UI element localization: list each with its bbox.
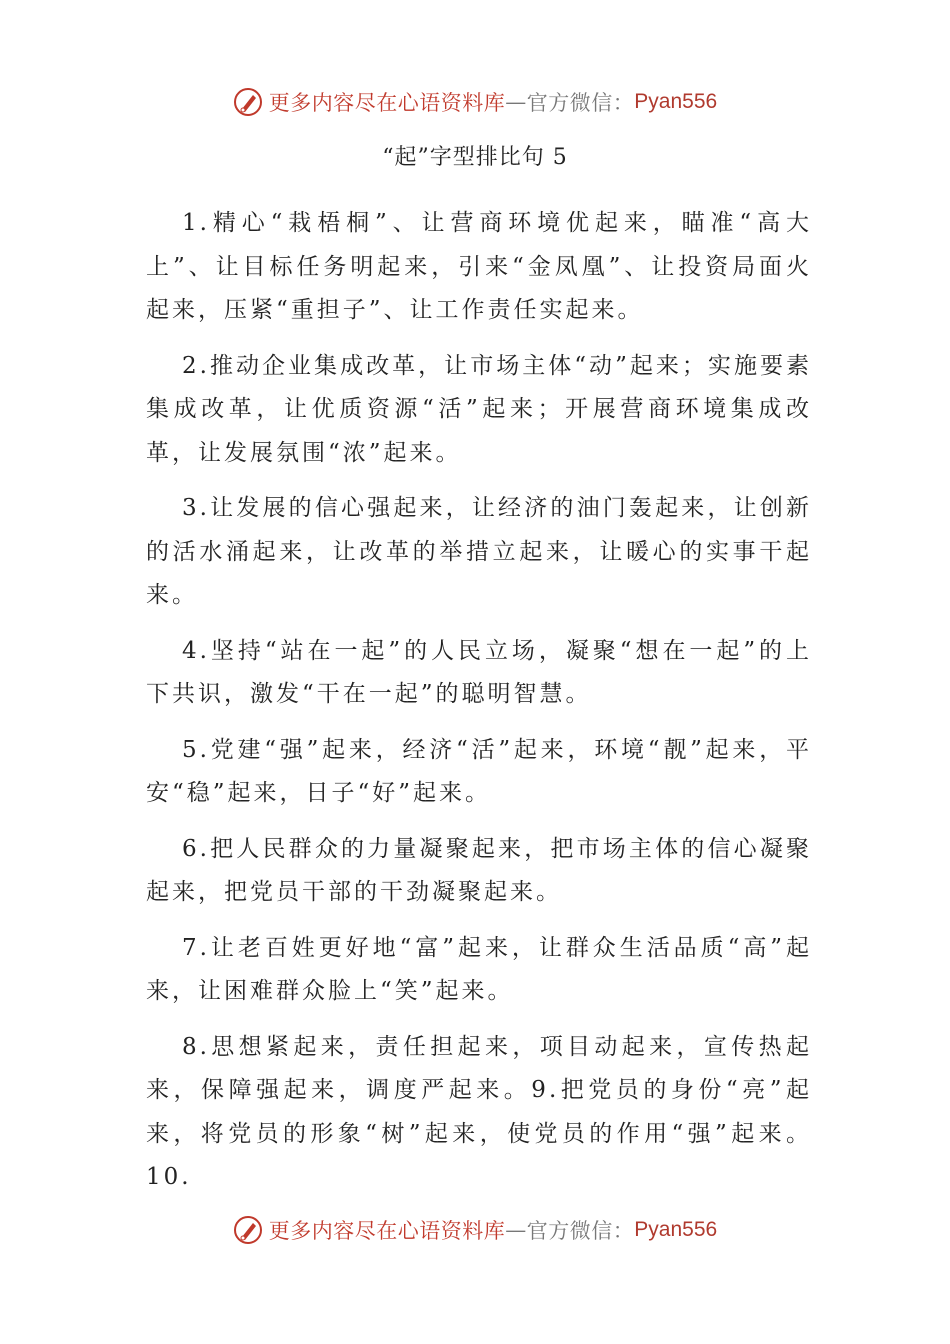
pen-nib-icon xyxy=(233,87,263,117)
document-body xyxy=(146,202,812,1212)
page-title: “起”字型排比句 5 xyxy=(382,145,568,170)
header-banner xyxy=(0,82,950,122)
footer-banner xyxy=(0,1210,950,1250)
paragraph-4: 4.坚持“站在一起”的人民立场，凝聚“想在一起”的上下共识，激发“干在一起”的聪明智慧。 xyxy=(146,637,812,707)
paragraph-6: 6.把人民群众的力量凝聚起来，把市场主体的信心凝聚起来，把党员干部的干劲凝聚起来。 xyxy=(146,835,812,905)
paragraph-5: 5.党建“强”起来，经济“活”起来，环境“靓”起来，平安“稳”起来，日子“好”起来。 xyxy=(146,736,812,806)
paragraph-3: 3.让发展的信心强起来，让经济的油门轰起来，让创新的活水涌起来，让改革的举措立起来，让暖心的实事干起来。 xyxy=(146,495,812,608)
banner-dash: — xyxy=(505,1218,527,1242)
paragraph-2: 2.推动企业集成改革，让市场主体“动”起来；实施要素集成改革，让优质资源“活”起来；开展营商环境集成改革，让发展氛围“浓”起来。 xyxy=(146,352,812,466)
paragraph-1: 1.精心“栽梧桐”、让营商环境优起来，瞄准“高大上”、让目标任务明起来，引来“金凤凰”、让投资局面火起来，压紧“重担子”、让工作责任实起来。 xyxy=(146,210,812,323)
banner-wechat-label: 官方微信： xyxy=(526,1219,635,1243)
banner-site-name: 更多内容尽在心语资料库 xyxy=(268,91,506,115)
banner-dash: — xyxy=(505,90,527,114)
banner-wechat-id: Pyan556 xyxy=(634,1218,718,1241)
paragraph-8: 8.思想紧起来，责任担起来，项目动起来，宣传热起来，保障强起来，调度严起来。9.把党员的身份“亮”起来，将党员的形象“树”起来，使党员的作用“强”起来。10. xyxy=(146,1033,812,1190)
pen-nib-icon xyxy=(233,1215,263,1245)
banner-wechat-id: Pyan556 xyxy=(634,90,718,113)
banner-wechat-label: 官方微信： xyxy=(526,91,635,115)
banner-site-name: 更多内容尽在心语资料库 xyxy=(268,1219,506,1243)
paragraph-7: 7.让老百姓更好地“富”起来，让群众生活品质“高”起来，让困难群众脸上“笑”起来。 xyxy=(146,934,812,1004)
